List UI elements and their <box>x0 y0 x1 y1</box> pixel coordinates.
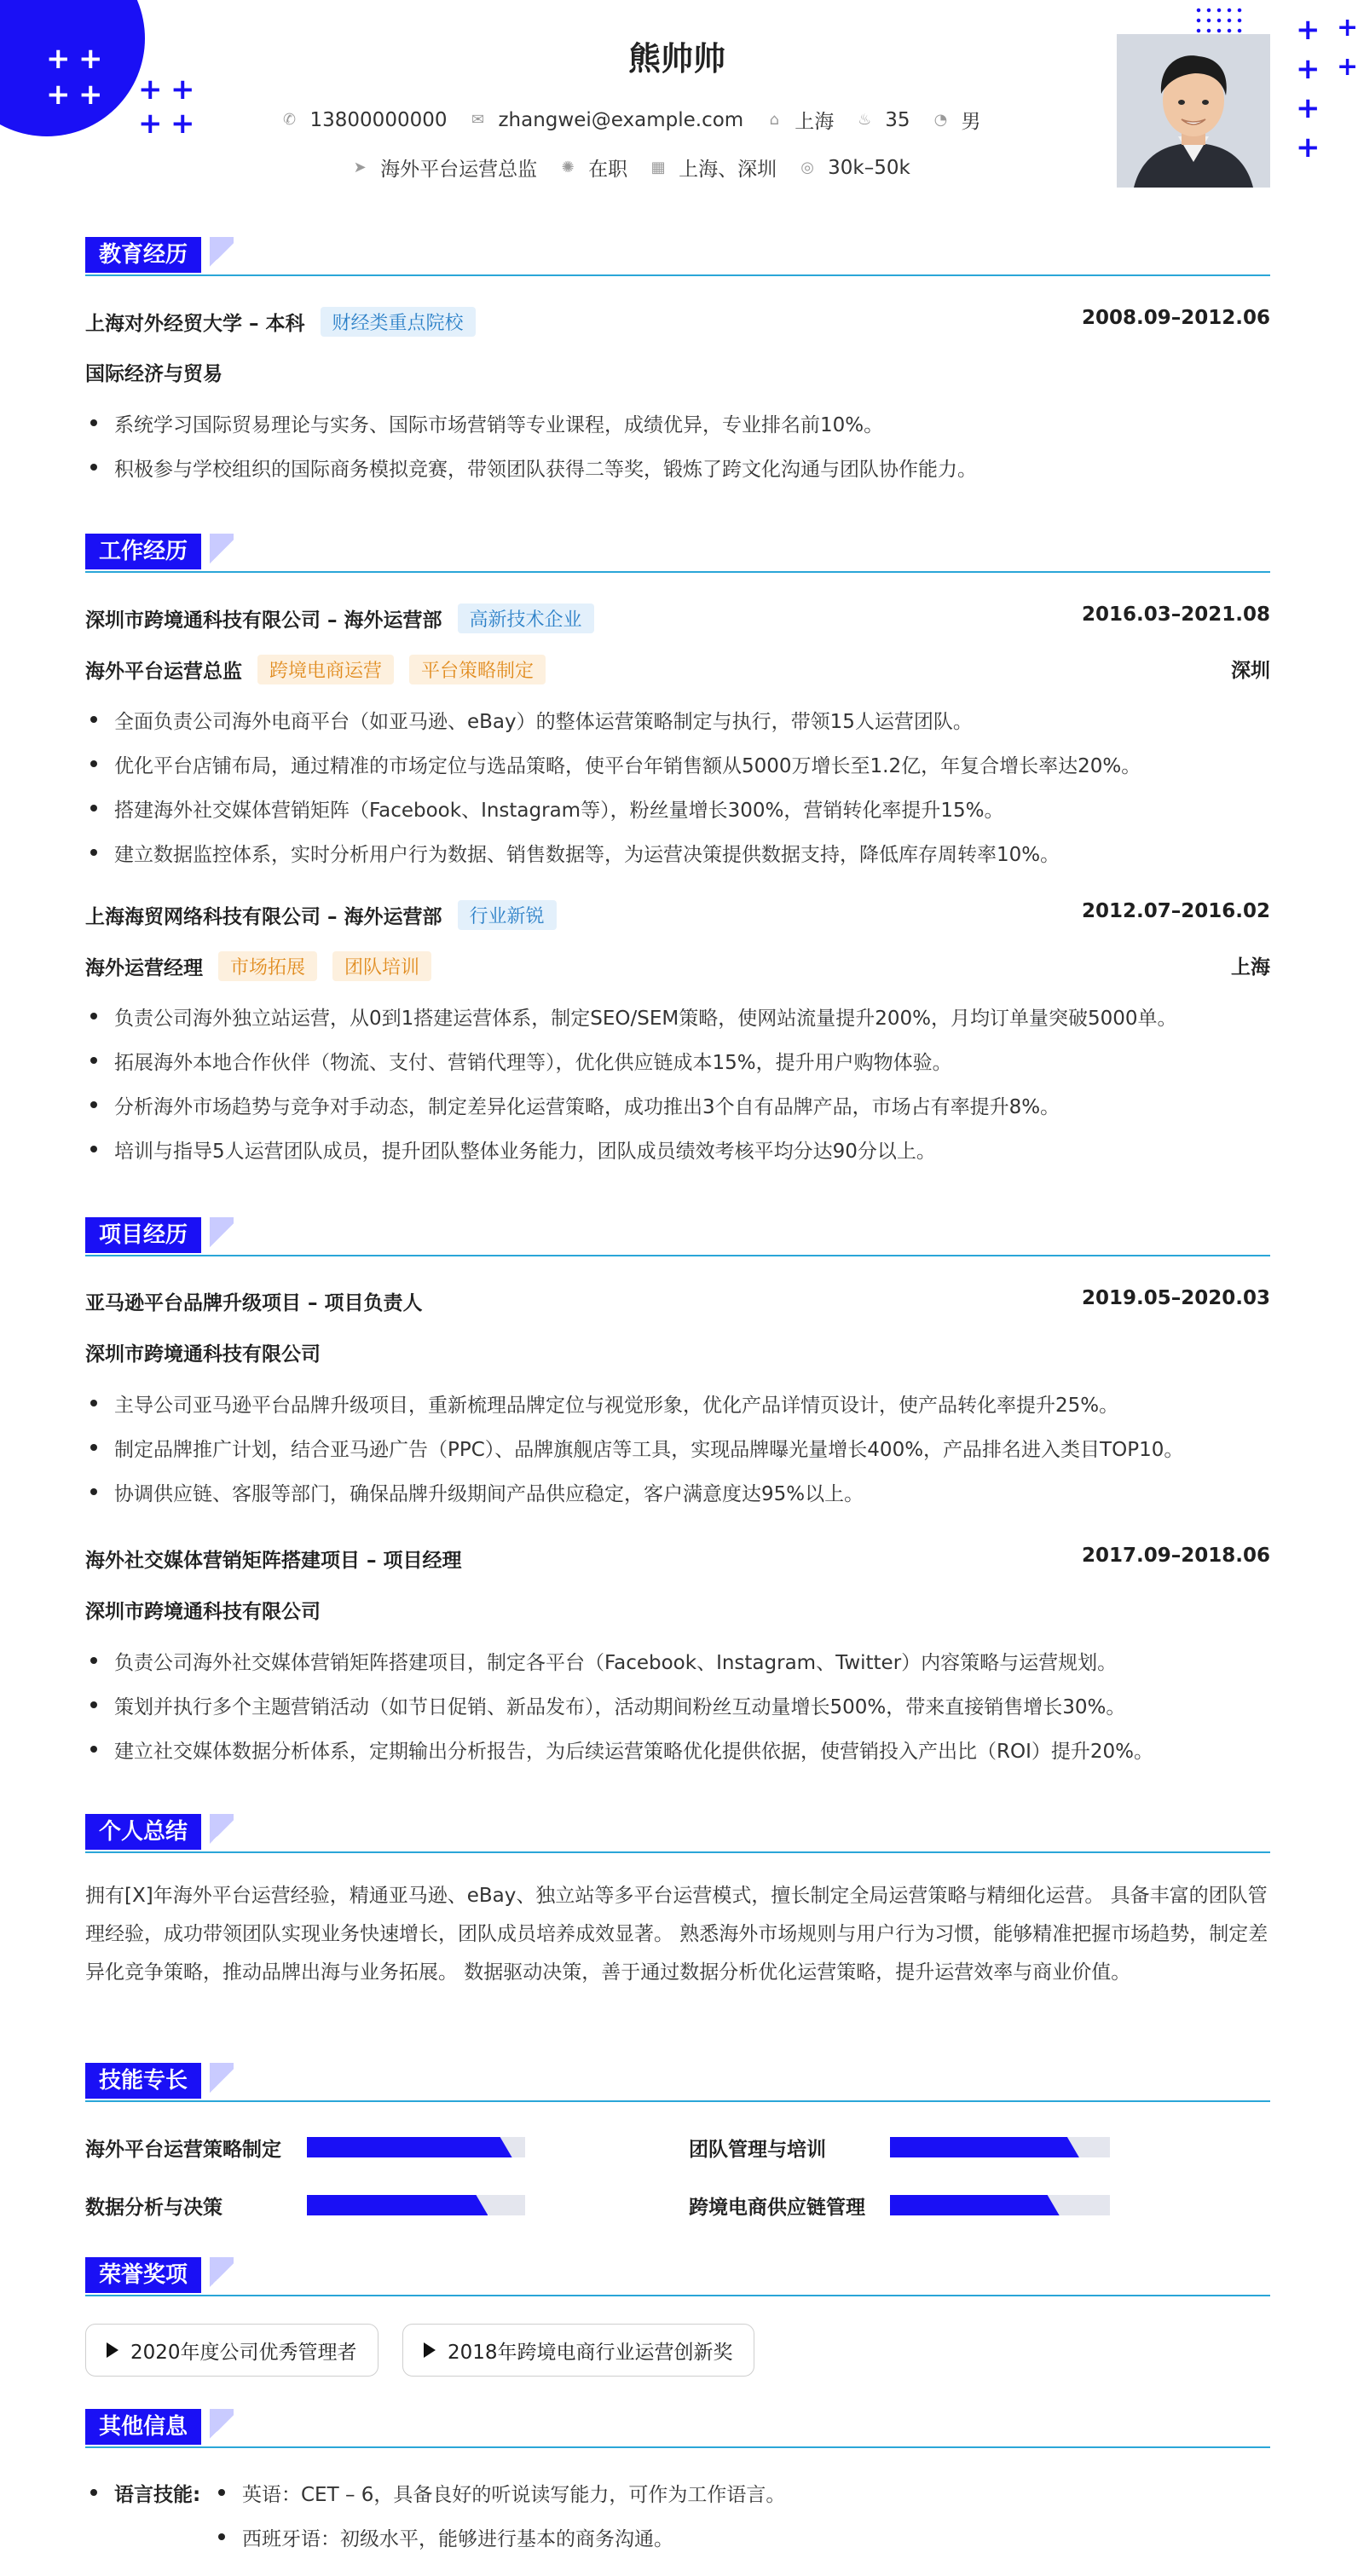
company-name: 上海海贸网络科技有限公司 – 海外运营部 <box>85 906 442 928</box>
avatar-photo <box>1117 34 1270 188</box>
awards-section <box>85 2257 1270 2394</box>
project-org: 深圳市跨境通科技有限公司 <box>85 1601 321 1623</box>
play-icon <box>107 2342 118 2358</box>
skills-section <box>85 2063 1270 2233</box>
project-org: 深圳市跨境通科技有限公司 <box>85 1343 321 1366</box>
section-header <box>85 2063 1270 2102</box>
avatar <box>1117 34 1270 188</box>
gender: 男 <box>961 111 981 133</box>
plus-icon: + <box>138 72 163 107</box>
contact-row <box>0 106 1262 134</box>
status-icon: ✺ <box>561 158 575 176</box>
plus-icon: + <box>46 42 71 76</box>
list-item: 负责公司海外独立站运营，从0到1搭建运营体系，制定SEO/SEM策略，使网站流量提升200%，月均订单量突破5000单。 <box>85 1002 1270 1031</box>
list-item: 搭建海外社交媒体营销矩阵（Facebook、Instagram等），粉丝量增长300%，营销转化率提升15%。 <box>85 794 1270 823</box>
skill-tag: 跨境电商运营 <box>257 655 394 684</box>
play-icon <box>424 2342 436 2358</box>
skill-bar-fill <box>307 2195 488 2215</box>
section-title: 其他信息 <box>85 2409 201 2445</box>
work-city: 上海 <box>1231 956 1270 979</box>
section-title: 荣誉奖项 <box>85 2257 201 2293</box>
other-section <box>85 2409 1270 2571</box>
work-title-row <box>85 951 1270 980</box>
company-name: 深圳市跨境通科技有限公司 – 海外运营部 <box>85 609 442 632</box>
section-title: 项目经历 <box>85 1217 201 1253</box>
coin-icon: ◎ <box>800 158 815 176</box>
skill-item <box>85 2133 614 2162</box>
section-header <box>85 1217 1270 1256</box>
section-title-tail <box>210 237 234 273</box>
summary-section <box>85 1814 1270 2036</box>
education-major: 国际经济与贸易 <box>85 363 222 385</box>
salary: 30k–50k <box>828 156 910 179</box>
building-icon: ▦ <box>650 158 666 176</box>
project-section <box>85 1217 1270 1771</box>
project-row <box>85 1545 1270 1574</box>
work-title-row <box>85 655 1270 684</box>
section-title-tail <box>210 1217 234 1253</box>
section-title: 技能专长 <box>85 2063 201 2099</box>
work-company-row <box>85 604 1270 632</box>
skill-name: 海外平台运营策略制定 <box>85 2138 281 2161</box>
section-header <box>85 1814 1270 1853</box>
skill-bar <box>307 2137 525 2157</box>
plus-icon: + <box>1337 13 1358 43</box>
summary-text: 拥有[X]年海外平台运营经验，精通亚马逊、eBay、独立站等多平台运营模式，擅长制定全局运营策略与精细化运营。 具备丰富的团队管理经验，成功带领团队实现业务快速增长，团队成员培养成效显著。 熟悉海外市场规则与用户行为习惯，能够精准把握市场趋势，制定差异化竞争策略，推动品牌出海与业务拓展。 数据驱动决策，善于通过数据分析优化运营策略，提升运营效率与商业价值。 <box>85 1885 1268 1984</box>
section-title: 工作经历 <box>85 534 201 569</box>
plus-icon: + <box>1337 52 1358 82</box>
list-item: 英语：CET – 6，具备良好的听说读写能力，可作为工作语言。 <box>213 2479 1270 2507</box>
home-icon: ⌂ <box>769 110 779 129</box>
skill-bar <box>890 2195 1110 2215</box>
company-tag: 高新技术企业 <box>458 604 594 633</box>
list-item: 西班牙语：初级水平，能够进行基本的商务沟通。 <box>213 2523 1270 2551</box>
job-title: 海外平台运营总监 <box>85 661 242 683</box>
resume-name: 熊帅帅 <box>627 40 725 78</box>
work-period: 2016.03–2021.08 <box>1081 604 1270 626</box>
skill-bar-fill <box>890 2195 1060 2215</box>
plus-icon: + <box>46 78 71 112</box>
section-title-tail <box>210 1814 234 1850</box>
list-item: 积极参与学校组织的国际商务模拟竞赛，带领团队获得二等奖，锻炼了跨文化沟通与团队协作能力。 <box>85 453 1270 482</box>
list-item: 建立社交媒体数据分析体系，定期输出分析报告，为后续运营策略优化提供依据，使营销投入产出比（ROI）提升20%。 <box>85 1736 1270 1764</box>
skill-tag: 团队培训 <box>332 951 431 981</box>
skill-name: 数据分析与决策 <box>85 2196 222 2219</box>
company-tag: 行业新锐 <box>458 900 557 930</box>
phone-icon: ✆ <box>282 110 297 129</box>
list-item: 制定品牌推广计划，结合亚马逊广告（PPC）、品牌旗舰店等工具，实现品牌曝光量增长400%，产品排名进入类目TOP10。 <box>85 1434 1270 1462</box>
city: 上海 <box>795 111 835 133</box>
skill-bar-fill <box>307 2137 512 2157</box>
skill-bar-fill <box>890 2137 1079 2157</box>
skill-item <box>689 2133 1217 2162</box>
project-name: 亚马逊平台品牌升级项目 – 项目负责人 <box>85 1292 423 1314</box>
skill-bar <box>890 2137 1110 2157</box>
project-name: 海外社交媒体营销矩阵搭建项目 – 项目经理 <box>85 1550 462 1572</box>
project-period: 2017.09–2018.06 <box>1081 1545 1270 1567</box>
intent-row <box>0 153 1262 182</box>
work-company-row <box>85 900 1270 929</box>
award-label: 2020年度公司优秀管理者 <box>130 2341 357 2364</box>
phone: 13800000000 <box>309 108 448 131</box>
plus-icon: + <box>1296 13 1320 47</box>
section-header <box>85 2257 1270 2296</box>
section-header <box>85 534 1270 573</box>
project-row <box>85 1287 1270 1316</box>
skill-bar <box>307 2195 525 2215</box>
skill-item <box>689 2191 1217 2220</box>
list-item: 负责公司海外社交媒体营销矩阵搭建项目，制定各平台（Facebook、Instagram、Twitter）内容策略与运营规划。 <box>85 1647 1270 1675</box>
cake-icon: ♨ <box>858 110 872 129</box>
project-period: 2019.05–2020.03 <box>1081 1287 1270 1309</box>
plus-icon: + <box>138 107 163 141</box>
skill-tag: 市场拓展 <box>218 951 317 981</box>
section-header <box>85 237 1270 276</box>
section-title: 教育经历 <box>85 237 201 273</box>
language-label: 语言技能: <box>85 2479 1270 2507</box>
list-item: 建立数据监控体系，实时分析用户行为数据、销售数据等，为运营决策提供数据支持，降低库存周转率10%。 <box>85 839 1270 867</box>
education-row <box>85 307 1270 336</box>
school-name: 上海对外经贸大学 – 本科 <box>85 313 305 335</box>
plus-icon: + <box>170 72 195 107</box>
skill-item <box>85 2191 614 2220</box>
send-icon: ➤ <box>353 158 367 176</box>
list-item: 分析海外市场趋势与竞争对手动态，制定差异化运营策略，成功推出3个自有品牌产品，市场占有率提升8%。 <box>85 1091 1270 1119</box>
list-item: 协调供应链、客服等部门，确保品牌升级期间产品供应稳定，客户满意度达95%以上。 <box>85 1478 1270 1506</box>
education-period: 2008.09–2012.06 <box>1081 307 1270 329</box>
section-title-tail <box>210 2063 234 2099</box>
target-cities: 上海、深圳 <box>679 159 777 181</box>
list-item: 全面负责公司海外电商平台（如亚马逊、eBay）的整体运营策略制定与执行，带领15人运营团队。 <box>85 706 1270 734</box>
list-item: 策划并执行多个主题营销活动（如节日促销、新品发布），活动期间粉丝互动量增长500%，带来直接销售增长30%。 <box>85 1691 1270 1719</box>
plus-icon: + <box>170 107 195 141</box>
work-period: 2012.07–2016.02 <box>1081 900 1270 922</box>
award-item <box>402 2324 754 2377</box>
plus-icon: + <box>1296 52 1320 86</box>
job-title: 海外运营经理 <box>85 957 203 979</box>
award-item <box>85 2324 379 2377</box>
job-target: 海外平台运营总监 <box>380 159 538 181</box>
award-label: 2018年跨境电商行业运营创新奖 <box>448 2341 733 2364</box>
mail-icon: ✉ <box>471 110 485 129</box>
gender-icon: ◔ <box>933 110 948 129</box>
education-section <box>85 237 1270 501</box>
work-city: 深圳 <box>1231 660 1270 682</box>
list-item: 培训与指导5人运营团队成员，提升团队整体业务能力，团队成员绩效考核平均分达90分以上。 <box>85 1135 1270 1164</box>
skill-name: 跨境电商供应链管理 <box>689 2196 865 2219</box>
list-item: 优化平台店铺布局，通过精准的市场定位与选品策略，使平台年销售额从5000万增长至1.2亿，年复合增长率达20%。 <box>85 750 1270 778</box>
school-tag: 财经类重点院校 <box>321 307 476 337</box>
section-title-tail <box>210 2409 234 2445</box>
list-item: 主导公司亚马逊平台品牌升级项目，重新梳理品牌定位与视觉形象，优化产品详情页设计，使产品转化率提升25%。 <box>85 1389 1270 1418</box>
plus-icon: + <box>1296 130 1320 165</box>
section-title-tail <box>210 2257 234 2293</box>
section-header <box>85 2409 1270 2448</box>
age: 35 <box>885 108 910 131</box>
work-section <box>85 534 1270 1181</box>
plus-icon: + <box>1296 91 1320 125</box>
skill-tag: 平台策略制定 <box>409 655 546 684</box>
decorative-dots <box>1193 5 1245 36</box>
plus-icon: + <box>78 78 103 112</box>
list-item: 拓展海外本地合作伙伴（物流、支付、营销代理等），优化供应链成本15%，提升用户购物体验。 <box>85 1047 1270 1075</box>
section-title-tail <box>210 534 234 569</box>
email: zhangwei@example.com <box>498 108 744 131</box>
plus-icon: + <box>78 42 103 76</box>
section-title: 个人总结 <box>85 1814 201 1850</box>
job-status: 在职 <box>588 159 628 181</box>
skill-name: 团队管理与培训 <box>689 2138 826 2161</box>
list-item: 系统学习国际贸易理论与实务、国际市场营销等专业课程，成绩优异，专业排名前10%。 <box>85 409 1270 437</box>
